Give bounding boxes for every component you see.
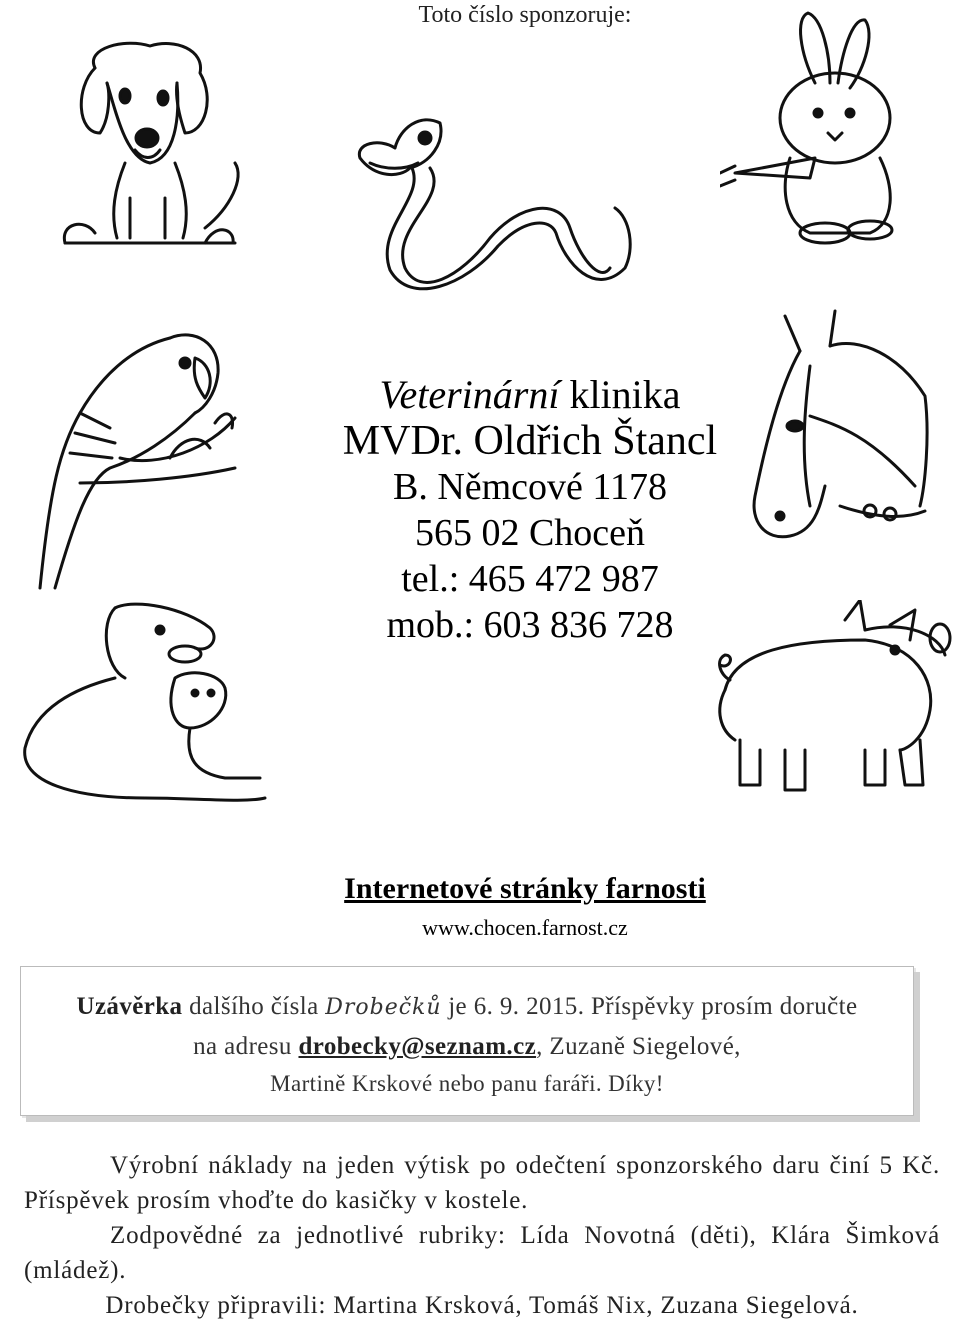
sponsor-intro: Toto číslo sponzoruje: <box>418 2 632 28</box>
dog-and-cat-icon <box>15 598 275 818</box>
credits-paragraph: Drobečky připravili: Martina Krsková, Tomáš Nix, Zuzana Siegelová. <box>105 1292 859 1319</box>
deadline-text-a: dalšího čísla <box>182 993 326 1020</box>
sponsor-name-rest: klinika <box>559 372 681 417</box>
web-title: Internetové stránky farnosti <box>344 872 706 905</box>
responsible-paragraph: Zodpovědné za jednotlivé rubriky: Lída Novotná (děti), Klára Šimková (mládež). <box>24 1222 940 1284</box>
snake-icon <box>350 108 640 298</box>
deadline-line-1 <box>21 993 913 1021</box>
sponsor-city: 565 02 Choceň <box>414 512 646 554</box>
sponsor-doctor: MVDr. Oldřich Štancl <box>342 418 718 464</box>
rabbit-icon <box>720 8 930 248</box>
dog-icon <box>55 38 245 253</box>
sponsor-street: B. Němcové 1178 <box>392 466 668 508</box>
email-link[interactable]: drobecky@seznam.cz <box>298 1033 537 1060</box>
address-suffix: , Zuzaně Siegelové, <box>536 1033 741 1060</box>
deadline-line-3: Martině Krskové nebo panu faráři. Díky! <box>270 1071 664 1096</box>
magazine-name: Drobečků <box>325 995 442 1020</box>
sponsor-name <box>280 372 780 418</box>
sponsor-address <box>280 372 780 648</box>
sponsor-tel: tel.: 465 472 987 <box>401 558 659 600</box>
sponsor-name-italic: Veterinární <box>379 372 560 417</box>
deadline-line-2 <box>21 1033 913 1061</box>
deadline-box <box>20 966 914 1116</box>
deadline-text-b: je 6. 9. 2015. Příspěvky prosím doručte <box>441 993 858 1020</box>
costs-paragraph: Výrobní náklady na jeden výtisk po odečtení sponzorského daru činí 5 Kč. Příspěvek prosím vhoďte do kasičky v kostele. <box>24 1152 940 1214</box>
address-prefix: na adresu <box>193 1033 299 1060</box>
deadline-label: Uzávěrka <box>76 993 183 1020</box>
parrot-icon <box>20 318 240 598</box>
sponsor-mob: mob.: 603 836 728 <box>386 604 674 646</box>
web-url[interactable]: www.chocen.farnost.cz <box>422 915 628 940</box>
info-text <box>24 1148 940 1323</box>
